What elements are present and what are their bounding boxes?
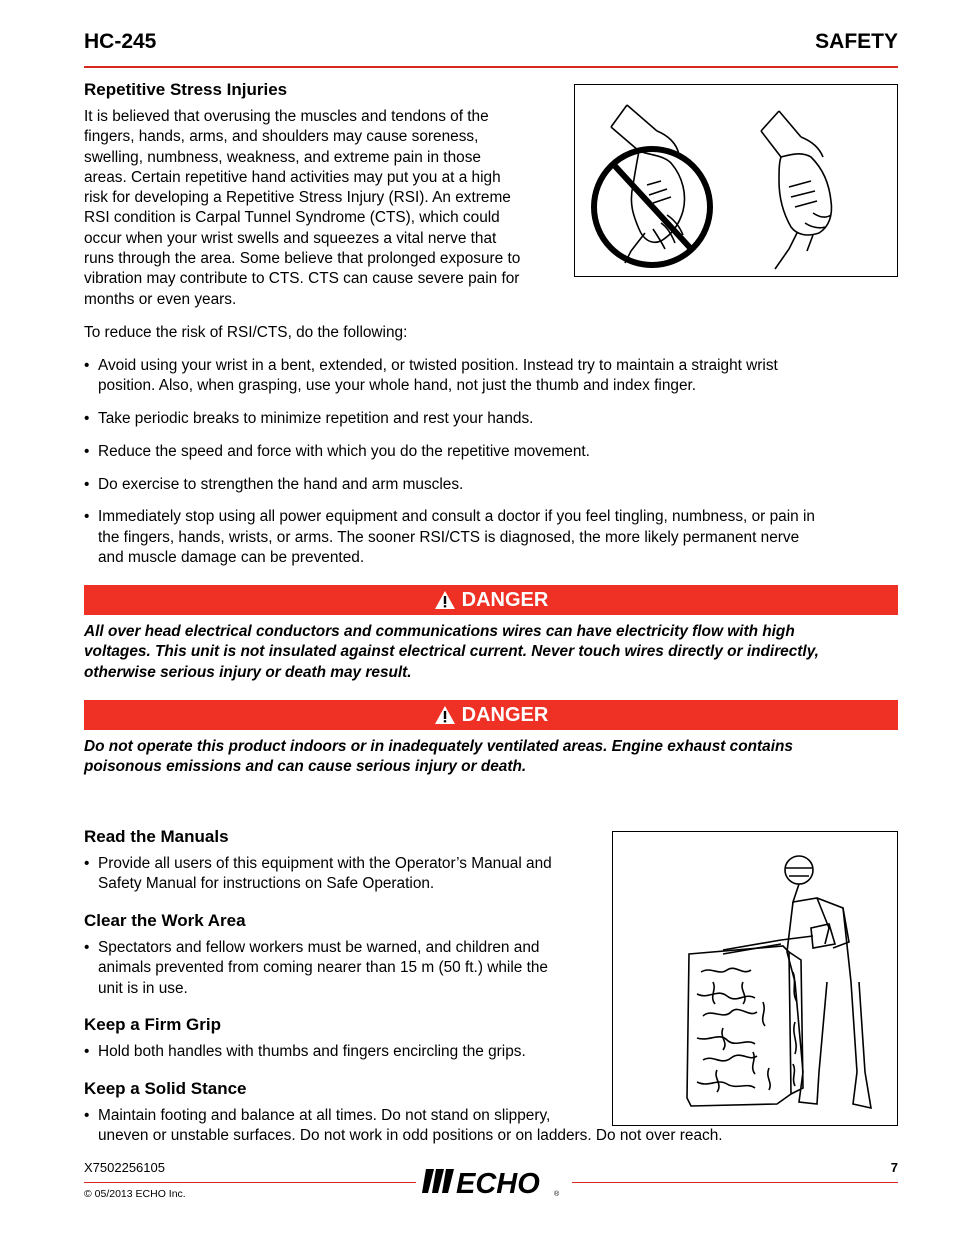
copyright: © 05/2013 ECHO Inc. (84, 1188, 186, 1200)
warning-triangle-icon (434, 590, 456, 610)
footer-divider (572, 1182, 898, 1183)
list-item: • Do exercise to strengthen the hand and arm muscles. (84, 475, 904, 495)
grip-list (84, 1042, 604, 1062)
list-item: • Spectators and fellow workers must be warned, and children and animals prevented from coming nearer than 15 m (50 ft.) while the unit is in use. (84, 938, 604, 999)
stance-heading: Keep a Solid Stance (84, 1079, 247, 1098)
hedge-trimmer-operator-drawing (613, 832, 897, 1125)
section-title: SAFETY (815, 30, 898, 53)
echo-logo (422, 1165, 562, 1199)
operator-illustration (612, 831, 898, 1126)
danger-banner (84, 585, 898, 615)
page-number: 7 (890, 1160, 898, 1175)
list-item: • Immediately stop using all power equipment and consult a doctor if you feel tingling, numbness, or pain in the fingers, hands, wrists, or arms. The sooner RSI/CTS is diagnosed, the more likely permanent nerve and muscle damage can be prevented. (84, 507, 904, 568)
rsi-prevention-list (84, 356, 904, 581)
manuals-heading: Read the Manuals (84, 827, 229, 846)
work-area-list (84, 938, 604, 999)
rsi-intro: To reduce the risk of RSI/CTS, do the following: (84, 324, 408, 341)
danger-message: All over head electrical conductors and communications wires can have electricity flow with high voltages. This unit is not insulated against electrical current. Never touch wires directly or indirectly, otherwise serious injury or death may result. (84, 623, 819, 681)
list-item: • Take periodic breaks to minimize repetition and rest your hands. (84, 409, 904, 429)
rsi-heading: Repetitive Stress Injuries (84, 80, 288, 99)
warning-triangle-icon (434, 705, 456, 725)
danger-message: Do not operate this product indoors or in inadequately ventilated areas. Engine exhaust contains poisonous emissions and can cause serious injury or death. (84, 738, 793, 776)
list-item: • Provide all users of this equipment with the Operator’s Manual and Safety Manual for instructions on Safe Operation. (84, 854, 604, 895)
document-code: X7502256105 (84, 1160, 165, 1175)
wrist-position-illustration (574, 84, 898, 277)
rsi-paragraph: It is believed that overusing the muscles and tendons of the fingers, hands, arms, and shoulders may cause soreness, swelling, numbness, weakness, and extreme pain in those areas. Certain repetitive hand activities may put you at a high risk for developing a Repetitive Stress Injury (RSI). An extreme RSI condition is Carpal Tunnel Syndrome (CTS), which could occur when your wrist swells and squeezes a vital nerve that runs through the area. Some believe that prolonged exposure to vibration may contribute to CTS. CTS can cause severe pain for months or even years. (84, 108, 521, 308)
header-divider (84, 66, 898, 68)
list-item: • Hold both handles with thumbs and fingers encircling the grips. (84, 1042, 604, 1062)
hands-grip-drawing (575, 85, 897, 276)
danger-banner (84, 700, 898, 730)
document-model: HC-245 (84, 30, 157, 53)
work-area-heading: Clear the Work Area (84, 911, 246, 930)
list-item: • Avoid using your wrist in a bent, extended, or twisted position. Instead try to maintain a straight wrist position. Also, when grasping, use your whole hand, not just the thumb and index finger. (84, 356, 904, 397)
danger-label: DANGER (461, 588, 549, 611)
svg-text:ECHO: ECHO (456, 1168, 540, 1199)
manuals-list (84, 854, 604, 895)
list-item: • Reduce the speed and force with which you do the repetitive movement. (84, 442, 904, 462)
grip-heading: Keep a Firm Grip (84, 1015, 221, 1034)
footer-divider (84, 1182, 416, 1183)
danger-label: DANGER (461, 703, 549, 726)
svg-text:®: ® (554, 1191, 560, 1198)
list-item: • Maintain footing and balance at all times. Do not stand on slippery, uneven or unstable surfaces. Do not work in odd positions or on ladders. Do not over reach. (84, 1106, 904, 1147)
